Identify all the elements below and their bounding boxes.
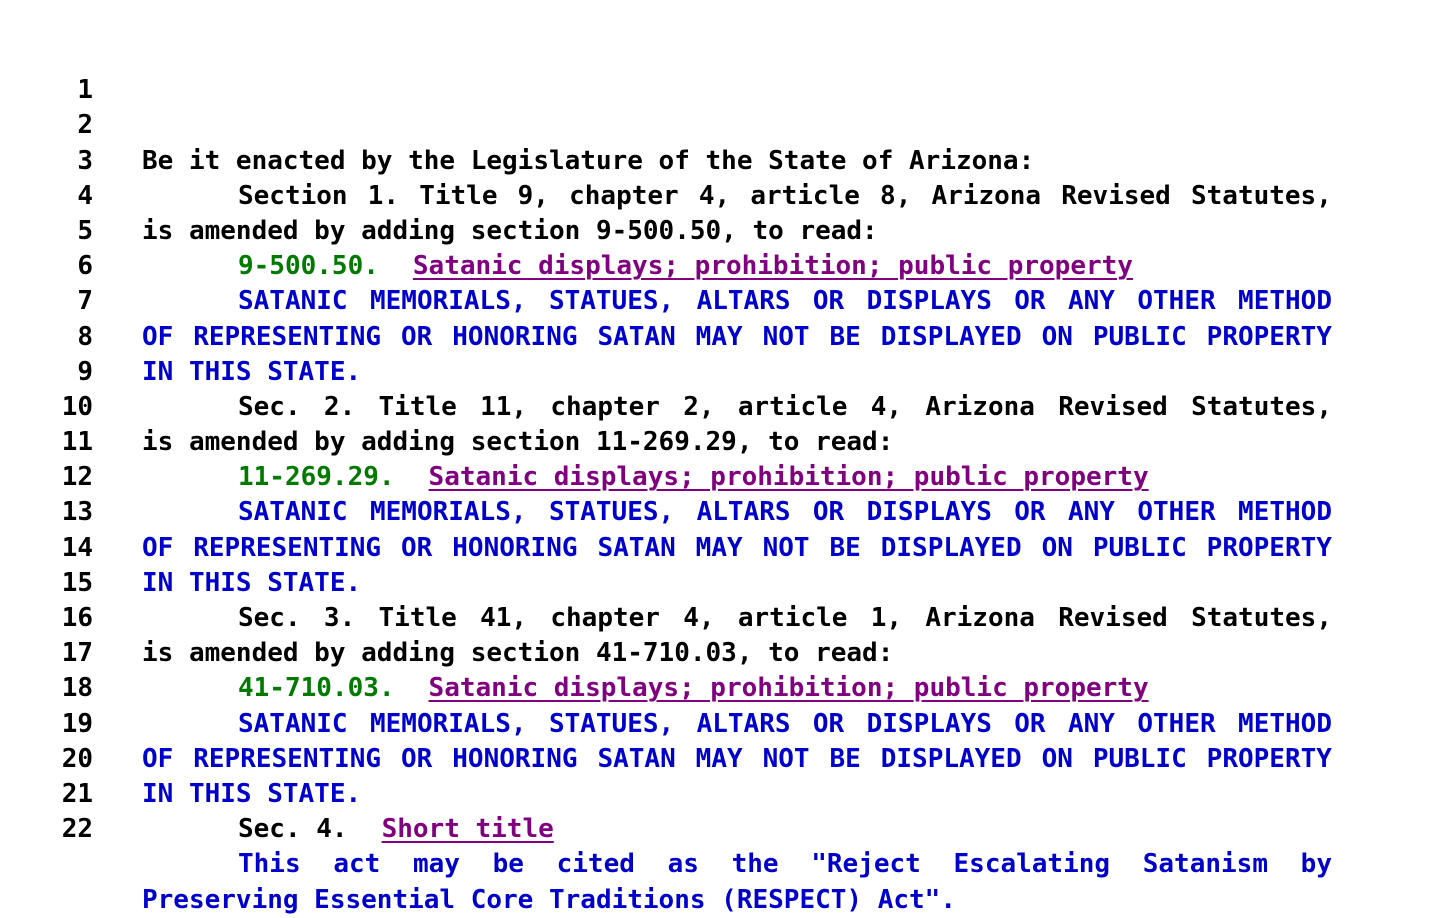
section-heading-line (238, 812, 1332, 847)
word: PUBLIC (1092, 532, 1187, 563)
line-number: 2 (77, 110, 93, 141)
word: MAY (695, 321, 743, 352)
word: 2. (323, 391, 356, 422)
word: OR (401, 532, 433, 563)
line-number: 10 (61, 391, 93, 422)
new-statute-text: IN THIS STATE. (142, 778, 362, 809)
word: MEMORIALS, (369, 497, 527, 528)
word: Revised (1061, 180, 1171, 211)
word: OR (812, 286, 845, 317)
line-number: 20 (61, 743, 93, 774)
word: DISPLAYED (880, 532, 1022, 563)
word: BE (829, 532, 861, 563)
line-number: 14 (61, 532, 93, 563)
line-number: 21 (61, 778, 93, 809)
word: chapter (569, 180, 679, 211)
line-number: 18 (61, 673, 93, 704)
word: MEMORIALS, (369, 286, 527, 317)
word: Revised (1058, 603, 1168, 634)
section-number: Sec. 4. (238, 814, 348, 845)
word: Satanism (1142, 849, 1268, 880)
word: the (731, 849, 779, 880)
word: 4, (683, 603, 715, 634)
section-heading: Satanic displays; prohibition; public property (428, 673, 1149, 704)
new-statute-text: Preserving Essential Core Traditions (RESPECT) Act". (142, 884, 956, 915)
word: DISPLAYS (866, 708, 992, 739)
word: 4, (698, 180, 731, 211)
word: Revised (1058, 391, 1168, 422)
word: PROPERTY (1206, 743, 1332, 774)
word: act (333, 849, 381, 880)
word: OR (401, 321, 433, 352)
word: Statutes, (1190, 180, 1332, 211)
word: 3. (323, 603, 356, 634)
word: OR (1014, 286, 1046, 317)
word: REPRESENTING (193, 532, 382, 563)
word: article (737, 391, 848, 422)
word: SATAN (597, 743, 676, 774)
line-number: 11 (61, 427, 93, 458)
line-number: 12 (61, 462, 93, 493)
section-number: 11-269.29. (238, 462, 395, 493)
word: ON (1041, 743, 1073, 774)
section-number: 9-500.50. (238, 251, 379, 282)
word: OTHER (1137, 286, 1216, 317)
word: OF (142, 321, 174, 352)
word: 41, (480, 603, 528, 634)
line-number: 5 (77, 215, 93, 246)
word: OF (142, 743, 174, 774)
line-number: 8 (77, 321, 93, 352)
bill-document (0, 38, 1434, 915)
word: STATUES, (548, 708, 675, 739)
word: 11, (480, 391, 528, 422)
word: OR (1014, 497, 1046, 528)
new-statute-text: IN THIS STATE. (142, 356, 362, 387)
word: HONORING (452, 532, 578, 563)
word: 9, (517, 180, 549, 211)
section-heading: Satanic displays; prohibition; public property (428, 462, 1149, 493)
word: OR (1014, 708, 1046, 739)
word: This (238, 849, 301, 880)
word: DISPLAYED (880, 743, 1022, 774)
section-heading: Satanic displays; prohibition; public property (412, 251, 1133, 282)
word: HONORING (452, 743, 578, 774)
section-number: 41-710.03. (238, 673, 395, 704)
word: ANY (1067, 286, 1115, 317)
word: SATAN (597, 532, 676, 563)
line-number: 1 (77, 75, 93, 106)
word: chapter (550, 603, 660, 634)
line-number: 19 (61, 708, 93, 739)
word: OR (812, 708, 845, 739)
bill-line (0, 38, 1434, 176)
word: ON (1041, 532, 1073, 563)
word: DISPLAYS (866, 497, 992, 528)
word: STATUES, (548, 497, 675, 528)
line-number: 22 (61, 814, 93, 845)
word: BE (829, 321, 861, 352)
word: Statutes, (1191, 603, 1332, 634)
word: NOT (762, 532, 810, 563)
line-number: 4 (77, 180, 93, 211)
amendment-instruction: is amended by adding section 11-269.29, to read: (142, 427, 894, 458)
word: may (412, 849, 460, 880)
word: OTHER (1137, 497, 1216, 528)
word: METHOD (1238, 497, 1332, 528)
line-number: 16 (61, 603, 93, 634)
line-number: 6 (77, 251, 93, 282)
word: BE (829, 743, 861, 774)
word: SATANIC (238, 708, 348, 739)
word: REPRESENTING (193, 321, 382, 352)
word: 2, (683, 391, 715, 422)
word: PROPERTY (1206, 321, 1332, 352)
word: PUBLIC (1092, 743, 1187, 774)
word: DISPLAYS (866, 286, 992, 317)
word: MEMORIALS, (369, 708, 527, 739)
word: SATAN (597, 321, 676, 352)
word: ANY (1067, 708, 1115, 739)
word: STATUES, (548, 286, 675, 317)
word: OR (812, 497, 845, 528)
word: NOT (762, 321, 810, 352)
word: MAY (695, 743, 743, 774)
line-number: 3 (77, 145, 93, 176)
new-statute-text: IN THIS STATE. (142, 567, 362, 598)
word: be (492, 849, 524, 880)
word: 1. (367, 180, 400, 211)
word: OF (142, 532, 174, 563)
word: Statutes, (1191, 391, 1332, 422)
word: Title (378, 391, 457, 422)
word: PROPERTY (1206, 532, 1332, 563)
line-number: 17 (61, 638, 93, 669)
word: article (750, 180, 860, 211)
amendment-instruction: is amended by adding section 41-710.03, to read: (142, 638, 894, 669)
word: ON (1041, 321, 1073, 352)
word: REPRESENTING (193, 743, 382, 774)
amendment-instruction: is amended by adding section 9-500.50, to read: (142, 215, 878, 246)
word: by (1300, 849, 1332, 880)
word: Title (378, 603, 457, 634)
line-number: 9 (77, 356, 93, 387)
word: 8, (880, 180, 912, 211)
word: chapter (550, 391, 660, 422)
word: Escalating (953, 849, 1111, 880)
word: SATANIC (238, 286, 348, 317)
word: 4, (870, 391, 903, 422)
word: Arizona (931, 180, 1042, 211)
line-number: 13 (61, 497, 93, 528)
word: Sec. (238, 391, 301, 422)
word: "Reject (811, 849, 921, 880)
word: Sec. (238, 603, 301, 634)
word: OTHER (1137, 708, 1216, 739)
word: article (737, 603, 848, 634)
word: Title (419, 180, 498, 211)
line-number: 7 (77, 286, 93, 317)
word: ALTARS (696, 286, 791, 317)
word: Arizona (925, 603, 1035, 634)
word: ALTARS (696, 497, 791, 528)
word: PUBLIC (1092, 321, 1187, 352)
word: METHOD (1238, 286, 1332, 317)
word: Arizona (925, 391, 1035, 422)
word: Section (238, 180, 348, 211)
word: NOT (762, 743, 810, 774)
word: OR (401, 743, 433, 774)
word: SATANIC (238, 497, 348, 528)
section-heading: Short title (381, 814, 554, 845)
word: as (667, 849, 699, 880)
word: ALTARS (696, 708, 791, 739)
word: MAY (695, 532, 743, 563)
new-statute-text (238, 847, 1332, 882)
line-number: 15 (61, 567, 93, 598)
word: HONORING (452, 321, 578, 352)
enacting-clause: Be it enacted by the Legislature of the State of Arizona: (142, 145, 1035, 176)
word: 1, (870, 603, 903, 634)
word: ANY (1067, 497, 1115, 528)
word: DISPLAYED (880, 321, 1022, 352)
word: METHOD (1238, 708, 1332, 739)
word: cited (556, 849, 635, 880)
